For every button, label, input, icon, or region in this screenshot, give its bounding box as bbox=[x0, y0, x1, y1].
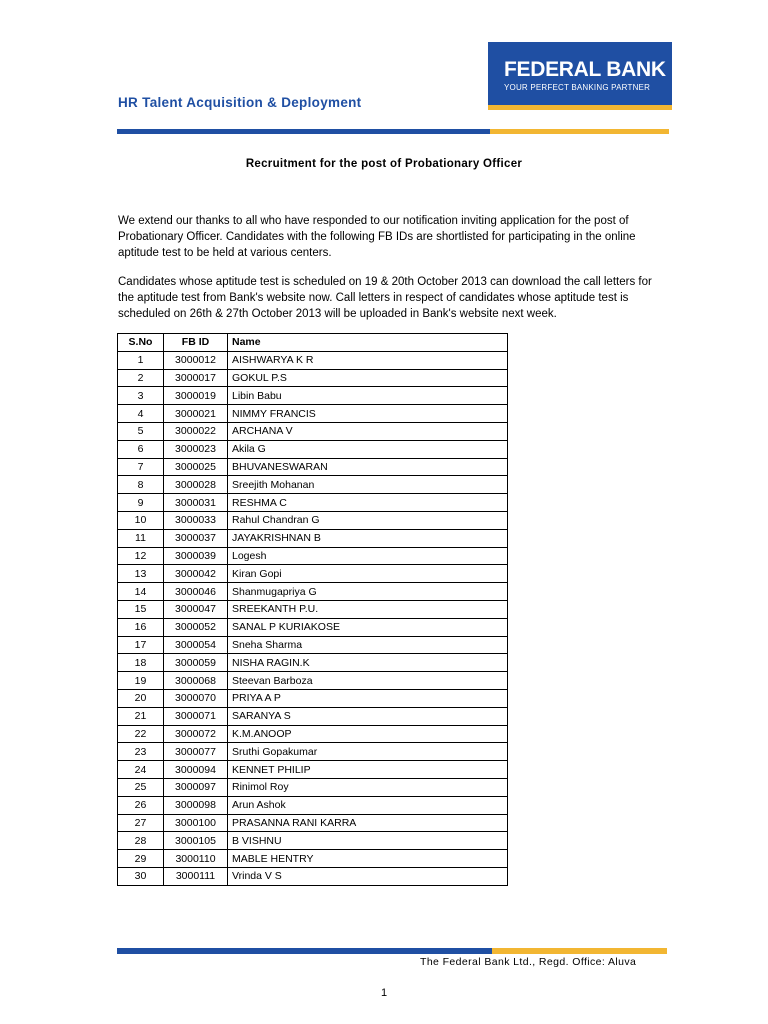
row-sno: 26 bbox=[118, 796, 164, 814]
table-row bbox=[118, 867, 508, 885]
row-name: Rahul Chandran G bbox=[228, 511, 508, 529]
row-fbid: 3000052 bbox=[164, 618, 228, 636]
table-row bbox=[118, 351, 508, 369]
row-sno: 3 bbox=[118, 387, 164, 405]
row-sno: 11 bbox=[118, 529, 164, 547]
row-name: Kiran Gopi bbox=[228, 565, 508, 583]
table-row bbox=[118, 618, 508, 636]
row-sno: 23 bbox=[118, 743, 164, 761]
table-row bbox=[118, 707, 508, 725]
row-fbid: 3000094 bbox=[164, 761, 228, 779]
table-row bbox=[118, 405, 508, 423]
row-sno: 15 bbox=[118, 600, 164, 618]
row-sno: 13 bbox=[118, 565, 164, 583]
table-row bbox=[118, 832, 508, 850]
table-row bbox=[118, 565, 508, 583]
row-fbid: 3000059 bbox=[164, 654, 228, 672]
row-name: NISHA RAGIN.K bbox=[228, 654, 508, 672]
row-fbid: 3000068 bbox=[164, 672, 228, 690]
row-name: Arun Ashok bbox=[228, 796, 508, 814]
table-body bbox=[118, 351, 508, 885]
table-row bbox=[118, 600, 508, 618]
row-name: SREEKANTH P.U. bbox=[228, 600, 508, 618]
table-row bbox=[118, 476, 508, 494]
row-fbid: 3000047 bbox=[164, 600, 228, 618]
row-sno: 1 bbox=[118, 351, 164, 369]
row-name: AISHWARYA K R bbox=[228, 351, 508, 369]
row-name: Sruthi Gopakumar bbox=[228, 743, 508, 761]
header-name: Name bbox=[228, 334, 508, 352]
row-name: Libin Babu bbox=[228, 387, 508, 405]
federal-bank-logo bbox=[488, 42, 672, 110]
row-sno: 9 bbox=[118, 494, 164, 512]
table-row bbox=[118, 583, 508, 601]
table-row bbox=[118, 743, 508, 761]
row-fbid: 3000111 bbox=[164, 867, 228, 885]
table-row bbox=[118, 529, 508, 547]
row-sno: 20 bbox=[118, 689, 164, 707]
row-sno: 30 bbox=[118, 867, 164, 885]
row-fbid: 3000070 bbox=[164, 689, 228, 707]
table-row bbox=[118, 778, 508, 796]
row-name: B VISHNU bbox=[228, 832, 508, 850]
footer-divider bbox=[117, 948, 667, 954]
table-row bbox=[118, 814, 508, 832]
row-fbid: 3000012 bbox=[164, 351, 228, 369]
table-row bbox=[118, 672, 508, 690]
row-name: Sneha Sharma bbox=[228, 636, 508, 654]
row-fbid: 3000077 bbox=[164, 743, 228, 761]
header-sno: S.No bbox=[118, 334, 164, 352]
row-name: Shanmugapriya G bbox=[228, 583, 508, 601]
table-row bbox=[118, 422, 508, 440]
row-fbid: 3000046 bbox=[164, 583, 228, 601]
row-name: GOKUL P.S bbox=[228, 369, 508, 387]
row-fbid: 3000042 bbox=[164, 565, 228, 583]
row-fbid: 3000022 bbox=[164, 422, 228, 440]
table-row bbox=[118, 387, 508, 405]
row-sno: 7 bbox=[118, 458, 164, 476]
table-row bbox=[118, 761, 508, 779]
row-sno: 29 bbox=[118, 850, 164, 868]
row-sno: 2 bbox=[118, 369, 164, 387]
row-name: PRASANNA RANI KARRA bbox=[228, 814, 508, 832]
row-name: ARCHANA V bbox=[228, 422, 508, 440]
table-row bbox=[118, 494, 508, 512]
row-sno: 28 bbox=[118, 832, 164, 850]
row-fbid: 3000098 bbox=[164, 796, 228, 814]
table-row bbox=[118, 547, 508, 565]
page-number: 1 bbox=[380, 987, 388, 999]
table-row bbox=[118, 689, 508, 707]
row-fbid: 3000021 bbox=[164, 405, 228, 423]
row-fbid: 3000031 bbox=[164, 494, 228, 512]
row-name: BHUVANESWARAN bbox=[228, 458, 508, 476]
row-fbid: 3000072 bbox=[164, 725, 228, 743]
header-fbid: FB ID bbox=[164, 334, 228, 352]
logo-stripe bbox=[488, 105, 672, 110]
table-row bbox=[118, 796, 508, 814]
row-name: SANAL P KURIAKOSE bbox=[228, 618, 508, 636]
row-sno: 27 bbox=[118, 814, 164, 832]
row-sno: 25 bbox=[118, 778, 164, 796]
table-row bbox=[118, 458, 508, 476]
row-name: MABLE HENTRY bbox=[228, 850, 508, 868]
row-sno: 4 bbox=[118, 405, 164, 423]
row-fbid: 3000105 bbox=[164, 832, 228, 850]
row-name: NIMMY FRANCIS bbox=[228, 405, 508, 423]
row-name: K.M.ANOOP bbox=[228, 725, 508, 743]
shortlist-table bbox=[117, 333, 508, 886]
table-row bbox=[118, 725, 508, 743]
logo-name: FEDERAL BANK bbox=[504, 58, 666, 81]
intro-paragraph: We extend our thanks to all who have responded to our notification inviting application for the post of Probationary Officer. Candidates with the following FB IDs are shortlisted for participating in the online aptitude test to be held at various centers. bbox=[118, 215, 636, 259]
row-sno: 22 bbox=[118, 725, 164, 743]
row-fbid: 3000033 bbox=[164, 511, 228, 529]
logo-tagline: YOUR PERFECT BANKING PARTNER bbox=[504, 83, 651, 92]
row-name: RESHMA C bbox=[228, 494, 508, 512]
department-heading: HR Talent Acquisition & Deployment bbox=[118, 95, 362, 110]
table-row bbox=[118, 440, 508, 458]
row-name: JAYAKRISHNAN B bbox=[228, 529, 508, 547]
table-row bbox=[118, 850, 508, 868]
table-row bbox=[118, 654, 508, 672]
row-sno: 5 bbox=[118, 422, 164, 440]
table-header-row bbox=[118, 334, 508, 352]
row-fbid: 3000019 bbox=[164, 387, 228, 405]
row-fbid: 3000037 bbox=[164, 529, 228, 547]
row-sno: 21 bbox=[118, 707, 164, 725]
row-fbid: 3000110 bbox=[164, 850, 228, 868]
row-name: Sreejith Mohanan bbox=[228, 476, 508, 494]
header-divider bbox=[117, 129, 669, 134]
row-name: Logesh bbox=[228, 547, 508, 565]
row-sno: 10 bbox=[118, 511, 164, 529]
row-fbid: 3000025 bbox=[164, 458, 228, 476]
table-row bbox=[118, 369, 508, 387]
row-name: Vrinda V S bbox=[228, 867, 508, 885]
row-sno: 19 bbox=[118, 672, 164, 690]
row-name: Steevan Barboza bbox=[228, 672, 508, 690]
document-title: Recruitment for the post of Probationary Officer bbox=[245, 158, 523, 170]
table-row bbox=[118, 511, 508, 529]
row-fbid: 3000039 bbox=[164, 547, 228, 565]
row-sno: 14 bbox=[118, 583, 164, 601]
row-name: SARANYA S bbox=[228, 707, 508, 725]
row-sno: 6 bbox=[118, 440, 164, 458]
row-name: Rinimol Roy bbox=[228, 778, 508, 796]
row-sno: 17 bbox=[118, 636, 164, 654]
row-fbid: 3000023 bbox=[164, 440, 228, 458]
row-fbid: 3000054 bbox=[164, 636, 228, 654]
row-fbid: 3000071 bbox=[164, 707, 228, 725]
row-sno: 12 bbox=[118, 547, 164, 565]
row-sno: 18 bbox=[118, 654, 164, 672]
row-fbid: 3000028 bbox=[164, 476, 228, 494]
row-fbid: 3000100 bbox=[164, 814, 228, 832]
row-fbid: 3000097 bbox=[164, 778, 228, 796]
row-fbid: 3000017 bbox=[164, 369, 228, 387]
row-name: PRIYA A P bbox=[228, 689, 508, 707]
row-sno: 8 bbox=[118, 476, 164, 494]
row-sno: 24 bbox=[118, 761, 164, 779]
table-row bbox=[118, 636, 508, 654]
row-sno: 16 bbox=[118, 618, 164, 636]
row-name: KENNET PHILIP bbox=[228, 761, 508, 779]
row-name: Akila G bbox=[228, 440, 508, 458]
footer-office: The Federal Bank Ltd., Regd. Office: Aluva bbox=[420, 956, 637, 968]
call-letter-paragraph: Candidates whose aptitude test is scheduled on 19 & 20th October 2013 can download the call letters for the aptitude test from Bank's website now. Call letters in respect of candidates whose aptitude test is scheduled on 26th & 27th October 2013 will be uploaded in Bank's website next week. bbox=[118, 276, 652, 320]
